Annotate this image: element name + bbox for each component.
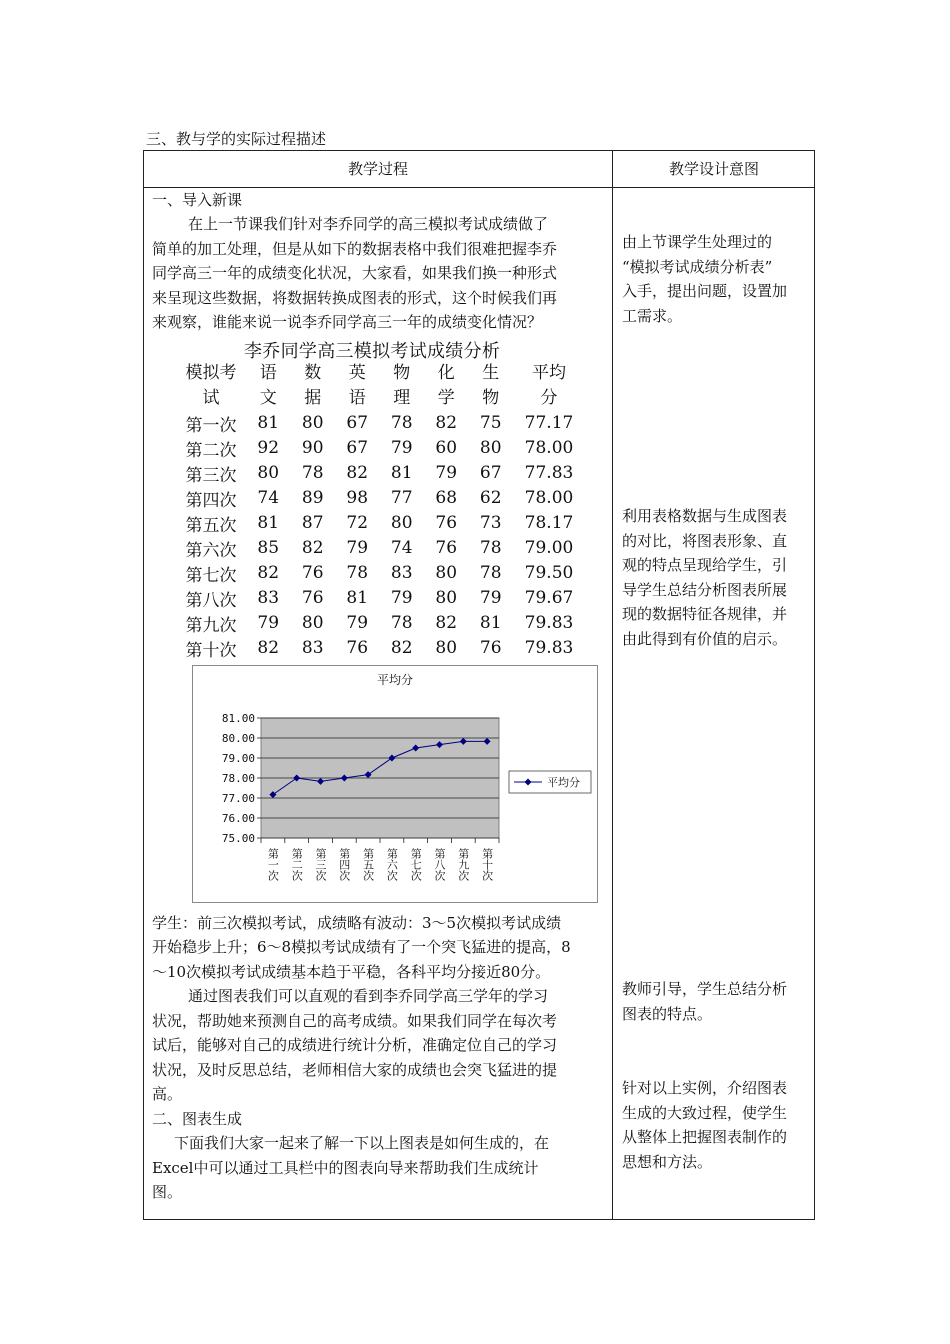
exam-label: 第三次 — [185, 465, 237, 486]
intent-note-1: 入手，提出问题，设置加 — [622, 282, 788, 300]
score-cell: 78.17 — [524, 513, 574, 534]
y-tick-label: 76.00 — [221, 812, 255, 825]
x-tick-label: 第十次 — [480, 848, 494, 881]
chart-title: 平均分 — [376, 673, 414, 687]
score-row — [176, 561, 585, 586]
section-heading: 三、教与学的实际过程描述 — [146, 130, 327, 148]
exam-label: 第一次 — [185, 415, 237, 436]
score-cell: 67 — [346, 438, 369, 459]
intent-note-4: 思想和方法。 — [622, 1153, 713, 1171]
exam-label: 第六次 — [185, 540, 237, 561]
score-cell: 80 — [390, 513, 413, 534]
score-table — [176, 361, 585, 661]
score-cell: 92 — [257, 438, 280, 459]
score-cell: 79.00 — [524, 538, 574, 559]
exam-label: 第二次 — [185, 440, 237, 461]
score-row — [176, 461, 585, 486]
score-cell: 74 — [257, 488, 280, 509]
intent-note-2: 的对比，将图表形象、直 — [622, 532, 788, 550]
score-cell: 79 — [346, 613, 369, 634]
score-cell: 80 — [435, 588, 458, 609]
exam-label: 第十次 — [185, 640, 237, 661]
score-cell: 76 — [435, 513, 458, 534]
teacher-line: 试后，能够对自己的成绩进行统计分析，准确定位自己的学习 — [152, 1036, 558, 1054]
x-tick-label: 第七次 — [409, 848, 423, 881]
x-tick-label: 第四次 — [337, 848, 351, 881]
score-cell: 82 — [257, 563, 280, 584]
header-average-cont: 分 — [540, 387, 558, 408]
header-math: 数 — [304, 363, 322, 383]
header-chinese-cont: 文 — [259, 387, 277, 408]
score-row — [176, 411, 585, 436]
header-physics-cont: 理 — [393, 387, 411, 408]
score-cell: 77.83 — [524, 463, 574, 484]
intro-line: 同学高三一年的成绩变化状况，大家看，如果我们换一种形式 — [152, 264, 558, 282]
intent-note-2: 由此得到有价值的启示。 — [622, 630, 788, 648]
header-biology-cont: 物 — [482, 387, 500, 408]
score-cell: 82 — [435, 413, 458, 434]
score-cell: 67 — [346, 413, 369, 434]
score-cell: 80 — [479, 438, 502, 459]
exam-label: 第四次 — [185, 490, 237, 511]
header-biology: 生 — [482, 363, 500, 383]
score-cell: 80 — [301, 613, 324, 634]
score-cell: 74 — [390, 538, 413, 559]
part2-heading: 二、图表生成 — [152, 1110, 243, 1128]
header-exam-cont: 试 — [202, 387, 220, 408]
student-line: ～10次模拟考试成绩基本趋于平稳，各科平均分接近80分。 — [152, 963, 551, 981]
score-table-body — [176, 411, 585, 661]
intent-note-1: 由上节课学生处理过的 — [622, 233, 773, 251]
score-cell: 82 — [390, 638, 413, 659]
score-cell: 80 — [257, 463, 280, 484]
y-tick-label: 78.00 — [221, 772, 255, 785]
exam-label: 第七次 — [185, 565, 237, 586]
header-english-cont: 语 — [348, 387, 366, 408]
intro-line: 来呈现这些数据，将数据转换成图表的形式，这个时候我们再 — [152, 289, 558, 307]
y-tick-label: 77.00 — [221, 792, 255, 805]
score-cell: 90 — [301, 438, 324, 459]
score-cell: 81 — [257, 513, 280, 534]
part1-heading: 一、导入新课 — [152, 191, 243, 209]
intent-note-1: 工需求。 — [622, 307, 683, 325]
x-tick-label: 第五次 — [361, 848, 375, 881]
teacher-line: 高。 — [152, 1085, 183, 1103]
header-english: 英 — [348, 363, 366, 383]
score-cell: 82 — [257, 638, 280, 659]
score-cell: 73 — [479, 513, 502, 534]
score-cell: 82 — [346, 463, 369, 484]
exam-label: 第八次 — [185, 590, 237, 611]
score-row — [176, 586, 585, 611]
intent-note-1: “模拟考试成绩分析表” — [622, 258, 773, 276]
header-math-cont: 据 — [304, 387, 322, 408]
header-exam: 模拟考 — [185, 363, 237, 383]
y-tick-label: 81.00 — [221, 712, 255, 725]
header-average: 平均 — [532, 363, 566, 383]
score-cell: 76 — [479, 638, 502, 659]
score-cell: 78 — [479, 538, 502, 559]
score-cell: 78 — [301, 463, 324, 484]
teacher-line: 状况，帮助她来预测自己的高考成绩。如果我们同学在每次考 — [152, 1012, 558, 1030]
score-cell: 79.83 — [524, 638, 574, 659]
score-cell: 98 — [346, 488, 369, 509]
score-cell: 78.00 — [524, 438, 574, 459]
score-cell: 80 — [435, 638, 458, 659]
x-tick-label: 第九次 — [456, 848, 470, 881]
score-cell: 75 — [479, 413, 502, 434]
score-cell: 81 — [346, 588, 369, 609]
score-cell: 62 — [479, 488, 502, 509]
teacher-line: 状况，及时反思总结，老师相信大家的成绩也会突飞猛进的提 — [152, 1061, 558, 1079]
score-cell: 83 — [301, 638, 324, 659]
column-divider — [612, 151, 613, 1219]
x-tick-label: 第六次 — [385, 848, 399, 881]
score-cell: 67 — [479, 463, 502, 484]
score-cell: 79.50 — [524, 563, 574, 584]
exam-label: 第五次 — [185, 515, 237, 536]
score-cell: 85 — [257, 538, 280, 559]
score-cell: 81 — [390, 463, 413, 484]
y-tick-label: 79.00 — [221, 752, 255, 765]
score-cell: 81 — [257, 413, 280, 434]
intent-note-2: 观的特点呈现给学生，引 — [622, 556, 788, 574]
intent-note-4: 从整体上把握图表制作的 — [622, 1128, 788, 1146]
score-table-title: 李乔同学高三模拟考试成绩分析 — [244, 341, 501, 362]
header-divider — [144, 187, 814, 188]
score-cell: 79.83 — [524, 613, 574, 634]
score-cell: 87 — [301, 513, 324, 534]
header-chemistry-cont: 学 — [437, 387, 455, 408]
score-cell: 78 — [390, 613, 413, 634]
intent-note-2: 现的数据特征各规律，并 — [622, 605, 788, 623]
score-row — [176, 436, 585, 461]
score-cell: 79.67 — [524, 588, 574, 609]
score-cell: 77.17 — [524, 413, 574, 434]
y-tick-label: 80.00 — [221, 732, 255, 745]
part2-line: 下面我们大家一起来了解一下以上图表是如何生成的，在 — [174, 1134, 550, 1152]
score-cell: 80 — [301, 413, 324, 434]
header-design-intent: 教学设计意图 — [668, 160, 759, 178]
score-cell: 79 — [257, 613, 280, 634]
score-cell: 68 — [435, 488, 458, 509]
score-cell: 83 — [257, 588, 280, 609]
exam-label: 第九次 — [185, 615, 237, 636]
score-cell: 60 — [435, 438, 458, 459]
score-cell: 78 — [479, 563, 502, 584]
score-row — [176, 636, 585, 661]
score-cell: 76 — [301, 588, 324, 609]
score-cell: 78 — [346, 563, 369, 584]
score-cell: 76 — [346, 638, 369, 659]
score-row — [176, 611, 585, 636]
header-chemistry: 化 — [437, 363, 455, 383]
intent-note-2: 导学生总结分析图表所展 — [622, 581, 788, 599]
x-tick-label: 第二次 — [290, 848, 304, 881]
intro-line: 来观察，谁能来说一说李乔同学高三一年的成绩变化情况？ — [152, 313, 543, 331]
x-tick-label: 第三次 — [314, 848, 327, 881]
score-row — [176, 486, 585, 511]
score-cell: 79 — [479, 588, 502, 609]
score-cell: 78.00 — [524, 488, 574, 509]
intro-line: 简单的加工处理，但是从如下的数据表格中我们很难把握李乔 — [152, 240, 558, 258]
part2-line: Excel中可以通过工具栏中的图表向导来帮助我们生成统计 — [152, 1159, 539, 1177]
score-row — [176, 511, 585, 536]
intent-note-4: 生成的大致过程，使学生 — [622, 1104, 788, 1122]
score-cell: 79 — [390, 588, 413, 609]
score-cell: 83 — [390, 563, 413, 584]
lesson-table — [143, 150, 815, 1220]
intent-note-4: 针对以上实例，介绍图表 — [622, 1079, 788, 1097]
intent-note-3: 教师引导，学生总结分析 — [622, 980, 788, 998]
score-cell: 89 — [301, 488, 324, 509]
intent-note-2: 利用表格数据与生成图表 — [622, 507, 788, 525]
score-cell: 82 — [435, 613, 458, 634]
header-physics: 物 — [393, 363, 411, 383]
score-cell: 79 — [435, 463, 458, 484]
score-cell: 76 — [301, 563, 324, 584]
intro-line: 在上一节课我们针对李乔同学的高三模拟考试成绩做了 — [188, 215, 549, 233]
student-line: 开始稳步上升；6～8模拟考试成绩有了一个突飞猛进的提高，8 — [152, 938, 571, 956]
score-cell: 79 — [346, 538, 369, 559]
score-cell: 79 — [390, 438, 413, 459]
intent-note-3: 图表的特点。 — [622, 1005, 713, 1023]
header-teaching-process: 教学过程 — [347, 160, 408, 178]
score-cell: 77 — [390, 488, 413, 509]
legend-label: 平均分 — [547, 776, 580, 789]
header-chinese: 语 — [259, 363, 277, 383]
y-tick-label: 75.00 — [221, 832, 255, 845]
teacher-line: 通过图表我们可以直观的看到李乔同学高三学年的学习 — [188, 987, 549, 1005]
score-cell: 82 — [301, 538, 324, 559]
score-row — [176, 536, 585, 561]
x-tick-label: 第八次 — [433, 848, 446, 881]
chart-svg — [193, 666, 597, 902]
score-cell: 78 — [390, 413, 413, 434]
average-score-chart — [192, 665, 598, 903]
x-tick-label: 第一次 — [266, 848, 280, 881]
score-cell: 72 — [346, 513, 369, 534]
score-cell: 76 — [435, 538, 458, 559]
part2-line: 图。 — [152, 1183, 183, 1201]
score-cell: 81 — [479, 613, 502, 634]
student-line: 学生：前三次模拟考试，成绩略有波动：3～5次模拟考试成绩 — [152, 914, 562, 932]
score-cell: 80 — [435, 563, 458, 584]
